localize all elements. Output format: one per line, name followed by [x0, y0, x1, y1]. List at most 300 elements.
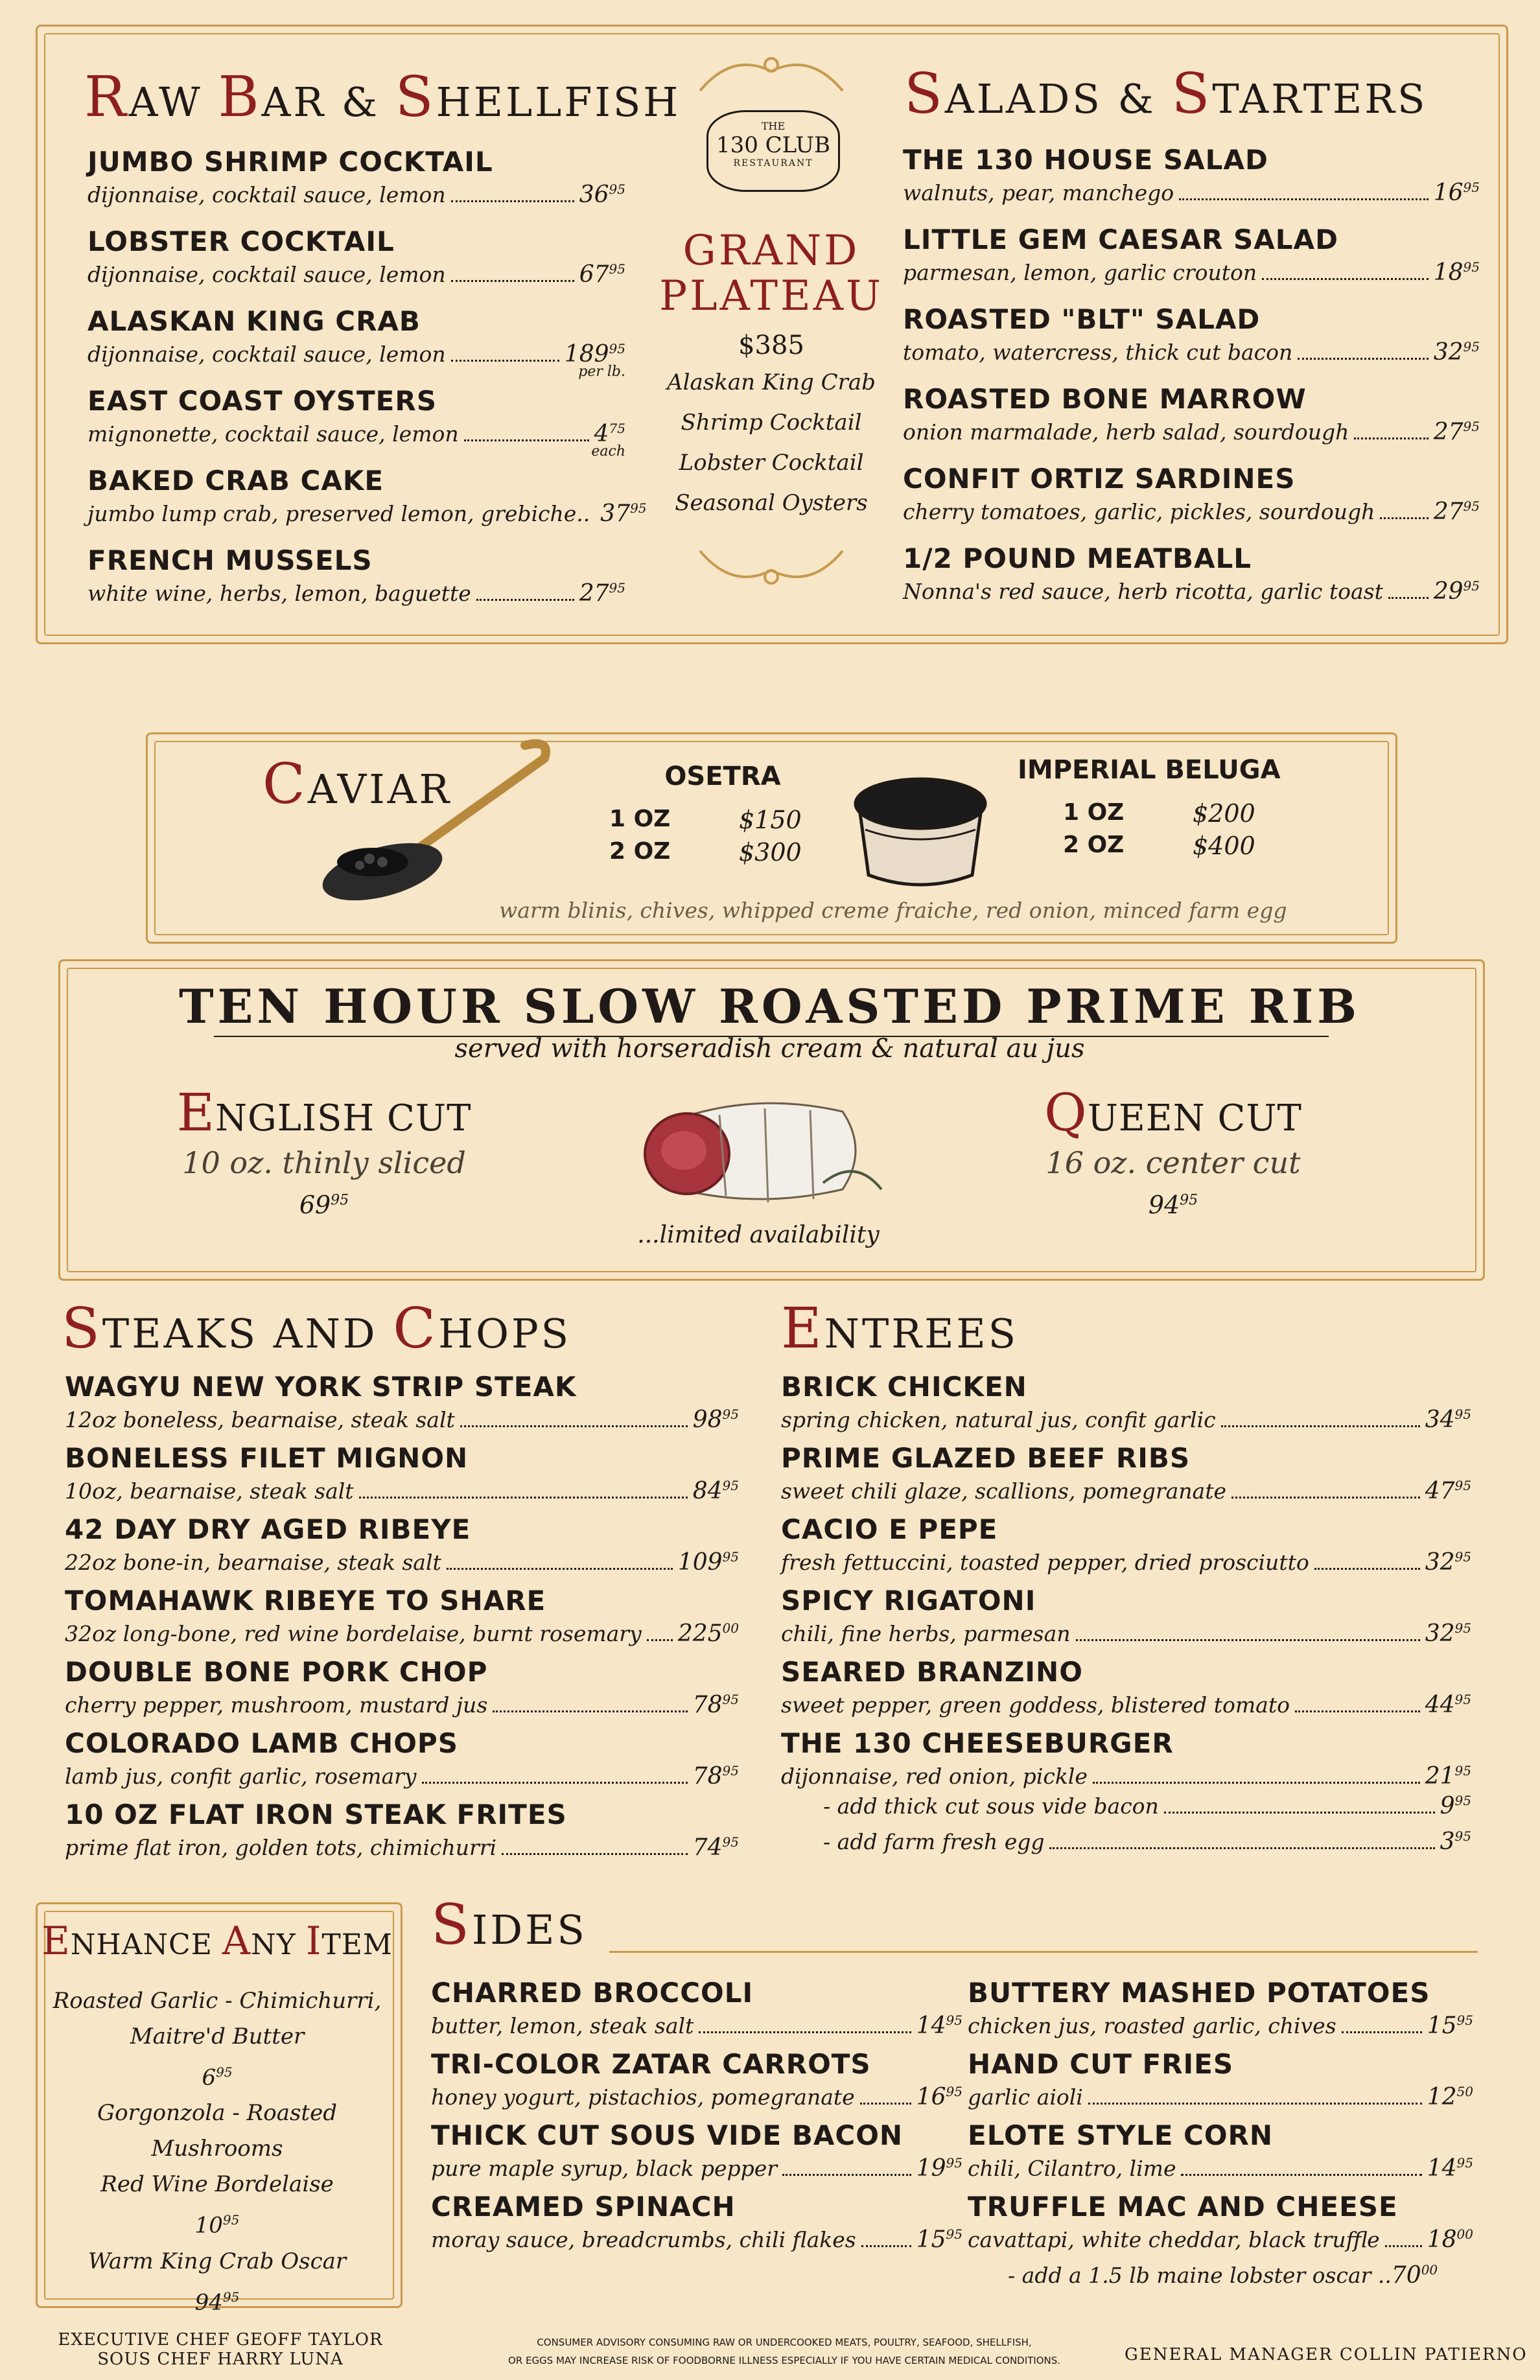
- price-cents: 95: [609, 580, 625, 596]
- menu-item: [431, 2119, 962, 2182]
- price-dollars: 16: [1433, 180, 1464, 206]
- item-description-row: [88, 261, 625, 288]
- price-cents: 95: [946, 2084, 962, 2099]
- price-cents: 95: [1463, 498, 1480, 514]
- dot-leader: [647, 1639, 673, 1641]
- item-price: [1434, 498, 1480, 525]
- item-price: [579, 580, 625, 607]
- item-description: chili, Cilantro, lime: [968, 2156, 1176, 2181]
- plateau-logo: [706, 110, 840, 192]
- item-name: JUMBO SHRIMP COCKTAIL: [88, 146, 493, 178]
- beluga-name: IMPERIAL BELUGA: [1018, 755, 1281, 785]
- item-description: white wine, herbs, lemon, baguette: [88, 581, 471, 606]
- price-cents: 95: [609, 341, 625, 356]
- menu-item: [65, 1656, 739, 1718]
- executive-chef: EXECUTIVE CHEF GEOFF TAYLOR: [58, 2330, 383, 2350]
- menu-item: [968, 1977, 1473, 2039]
- item-description: - add thick cut sous vide bacon: [823, 1793, 1159, 1819]
- item-description-row: [781, 1828, 1471, 1855]
- item-description-row: [968, 2155, 1473, 2182]
- dot-leader: [782, 2174, 911, 2176]
- price-cents: 00: [722, 1620, 739, 1636]
- price-dollars: 34: [1425, 1406, 1455, 1433]
- dot-leader: [1380, 517, 1428, 519]
- item-description: cherry tomatoes, garlic, pickles, sourdough: [903, 499, 1375, 524]
- item-price: [1434, 259, 1480, 286]
- item-name: TRUFFLE MAC AND CHEESE: [968, 2191, 1398, 2222]
- item-description: jumbo lump crab, preserved lemon, grebiche..: [88, 501, 590, 526]
- item-description-row: [65, 1620, 739, 1647]
- price-dollars: 14: [1427, 2155, 1457, 2182]
- price-dollars: 29: [1433, 578, 1464, 605]
- item-name: WAGYU NEW YORK STRIP STEAK: [65, 1371, 577, 1403]
- item-description: 10oz, bearnaise, steak salt: [65, 1478, 354, 1504]
- price-cents: 00: [1456, 2226, 1473, 2242]
- caviar-spoon-image: [311, 732, 583, 901]
- salads-title: SALADS & STARTERS: [904, 62, 1428, 126]
- logo-name: 130 CLUB: [716, 132, 831, 158]
- item-price: [1427, 2226, 1473, 2253]
- plateau-ornament-top: [694, 45, 849, 97]
- item-description-row: [903, 339, 1480, 366]
- item-description-row: [903, 259, 1480, 286]
- item-price-note: each: [591, 443, 625, 460]
- enhance-title: ENHANCE ANY ITEM: [41, 1919, 393, 1964]
- item-price: [1434, 419, 1480, 445]
- item-price: [1427, 2012, 1473, 2039]
- menu-item: [903, 144, 1480, 206]
- item-price: [693, 1478, 739, 1504]
- item-name: EAST COAST OYSTERS: [88, 385, 437, 417]
- general-manager: GENERAL MANAGER COLLIN PATIERNO: [1125, 2345, 1528, 2364]
- menu-item: [781, 1825, 1471, 1855]
- price-cents: 95: [1454, 1828, 1471, 1844]
- item-name: ALASKAN KING CRAB: [88, 305, 421, 337]
- plateau-title-2: PLATEAU: [659, 272, 883, 320]
- price-cents: 95: [1454, 1692, 1471, 1707]
- price-dollars: 32: [1425, 1549, 1455, 1576]
- item-description-row: [781, 1549, 1471, 1576]
- sides-title: SIDES: [431, 1893, 587, 1957]
- price-dollars: 16: [916, 2084, 946, 2110]
- item-name: HAND CUT FRIES: [968, 2048, 1234, 2080]
- caviar-title: CAVIAR: [262, 752, 452, 817]
- item-name: ROASTED "BLT" SALAD: [903, 303, 1261, 335]
- price-cents: 95: [1454, 1406, 1471, 1422]
- item-description-row: [781, 1793, 1471, 1819]
- dot-leader: [451, 200, 574, 202]
- dot-leader: [451, 280, 574, 282]
- price-cents: 00: [1421, 2262, 1438, 2278]
- menu-item: [968, 2048, 1473, 2110]
- dot-leader: [502, 1853, 688, 1855]
- price-dollars: 78: [692, 1763, 723, 1790]
- limited-availability-note: ...limited availability: [637, 1222, 880, 1248]
- price-dollars: 4: [594, 421, 609, 447]
- price-cents: 95: [1463, 259, 1480, 275]
- plateau-ornament-bottom: [694, 544, 849, 596]
- dot-leader: [1076, 1639, 1420, 1641]
- item-price: [1440, 1828, 1471, 1855]
- price-dollars: 19: [916, 2155, 946, 2182]
- english-cut: [143, 1082, 506, 1219]
- price-dollars: 189: [564, 341, 609, 368]
- item-description: pure maple syrup, black pepper: [431, 2156, 778, 2181]
- menu-item: [968, 2191, 1473, 2253]
- english-cut-title: ENGLISH CUT: [176, 1082, 472, 1143]
- item-name: THICK CUT SOUS VIDE BACON: [431, 2119, 904, 2151]
- item-description: butter, lemon, steak salt: [431, 2013, 694, 2038]
- enhance-price: $94^{95}$: [194, 2289, 240, 2315]
- item-price: [579, 261, 625, 288]
- dot-leader: [1221, 1425, 1420, 1427]
- footer-chefs: [39, 2330, 402, 2369]
- price-cents: 95: [1456, 2012, 1473, 2028]
- item-description-row: [65, 1406, 739, 1433]
- menu-item: [431, 2048, 962, 2110]
- item-price: [916, 2155, 962, 2182]
- price-dollars: 27: [579, 580, 609, 607]
- item-description-row: [781, 1478, 1471, 1504]
- item-description: cavattapi, white cheddar, black truffle: [968, 2227, 1380, 2252]
- enhance-list: [36, 1983, 399, 2320]
- item-description: dijonnaise, cocktail sauce, lemon: [88, 342, 446, 367]
- item-name: CACIO E PEPE: [781, 1513, 998, 1545]
- item-price: [1425, 1763, 1471, 1790]
- enhance-price: $6^{95}$: [202, 2064, 233, 2091]
- item-description: prime flat iron, golden tots, chimichurri: [65, 1835, 497, 1860]
- menu-item: [65, 1799, 739, 1861]
- dot-leader: [861, 2245, 911, 2247]
- price-dollars: 109: [677, 1549, 723, 1576]
- item-price: [1427, 2084, 1473, 2110]
- menu-item: [88, 305, 625, 380]
- item-description-row: [903, 419, 1480, 445]
- price-dollars: 12: [1427, 2084, 1457, 2110]
- item-description-row: [903, 578, 1480, 605]
- item-price: [1440, 1793, 1471, 1819]
- item-price: [600, 500, 646, 527]
- dot-leader: [860, 2103, 911, 2105]
- item-description-row: [65, 1692, 739, 1718]
- item-name: BUTTERY MASHED POTATOES: [968, 1977, 1430, 2009]
- queen-cut-title: QUEEN CUT: [1044, 1082, 1302, 1143]
- price-cents: 95: [946, 2226, 962, 2242]
- beluga-block: [1018, 755, 1322, 860]
- item-price-note: per lb.: [578, 364, 625, 380]
- dot-leader: [493, 1710, 687, 1712]
- menu-item: [781, 1513, 1471, 1576]
- item-price: [1427, 2155, 1473, 2182]
- consumer-advisory: CONSUMER ADVISORY CONSUMING RAW OR UNDERCOOKED MEATS, POULTRY, SEAFOOD, SHELLFISH, OR EGGS MAY INCREASE RISK OF FOODBORNE ILLNESS ESPECIALLY IF YOU HAVE CERTAIN MEDICAL CONDITIONS.: [508, 2337, 1061, 2366]
- menu-item: [781, 1585, 1471, 1647]
- plateau-item-3: Lobster Cocktail: [679, 450, 864, 476]
- menu-item: [968, 2119, 1473, 2182]
- price-cents: 95: [1454, 1793, 1471, 1808]
- dot-leader: [422, 1782, 688, 1784]
- item-description-row: [781, 1763, 1471, 1790]
- item-name: SEARED BRANZINO: [781, 1656, 1083, 1688]
- price-dollars: 15: [1427, 2012, 1457, 2039]
- price-cents: 95: [1463, 419, 1480, 434]
- enhance-price: $10^{95}$: [194, 2212, 240, 2239]
- caviar-accompaniments: warm blinis, chives, whipped creme fraiche, red onion, minced farm egg: [499, 898, 1287, 923]
- item-price: [693, 1763, 739, 1790]
- item-name: 42 DAY DRY AGED RIBEYE: [65, 1513, 471, 1545]
- item-name: CONFIT ORTIZ SARDINES: [903, 463, 1296, 495]
- item-name: DOUBLE BONE PORK CHOP: [65, 1656, 488, 1688]
- price-dollars: 32: [1433, 339, 1464, 366]
- item-description: chili, fine herbs, parmesan: [781, 1621, 1071, 1646]
- queen-cut: [992, 1082, 1355, 1219]
- item-description: parmesan, lemon, garlic crouton: [903, 260, 1257, 285]
- menu-item: [781, 1789, 1471, 1819]
- plateau-title-1: GRAND: [682, 227, 860, 275]
- dot-leader: [1295, 1710, 1420, 1712]
- item-name: ELOTE STYLE CORN: [968, 2119, 1274, 2151]
- item-description: mignonette, cocktail sauce, lemon: [88, 421, 459, 447]
- price-cents: 50: [1456, 2084, 1473, 2099]
- dot-leader: [1231, 1497, 1420, 1499]
- item-description: tomato, watercress, thick cut bacon: [903, 340, 1293, 365]
- item-description-row: [968, 2226, 1473, 2253]
- item-description: Nonna's red sauce, herb ricotta, garlic toast: [903, 579, 1383, 604]
- enhance-line: Roasted Garlic - Chimichurri,: [52, 1988, 382, 2014]
- price-dollars: 18: [1427, 2226, 1457, 2253]
- price-cents: 95: [1463, 339, 1480, 355]
- item-description-row: [65, 1763, 739, 1790]
- item-name: THE 130 HOUSE SALAD: [903, 144, 1268, 176]
- menu-item: [88, 226, 625, 288]
- item-price: [1434, 339, 1480, 366]
- item-description: chicken jus, roasted garlic, chives: [968, 2013, 1336, 2038]
- item-description-row: [88, 500, 647, 527]
- item-description-row: [781, 1692, 1471, 1718]
- item-description: 32oz long-bone, red wine bordelaise, burnt rosemary: [65, 1621, 642, 1646]
- menu-item: [65, 1727, 739, 1790]
- menu-item: [88, 544, 625, 607]
- dot-leader: [476, 599, 574, 601]
- menu-item: [65, 1585, 739, 1647]
- item-price: [1434, 180, 1480, 206]
- item-name: TRI-COLOR ZATAR CARROTS: [431, 2048, 871, 2080]
- item-name: FRENCH MUSSELS: [88, 544, 373, 576]
- price-cents: 95: [722, 1763, 739, 1779]
- price-dollars: 36: [579, 181, 609, 208]
- price-dollars: 15: [916, 2226, 946, 2253]
- sous-chef: SOUS CHEF HARRY LUNA: [97, 2350, 344, 2369]
- item-description: dijonnaise, cocktail sauce, lemon: [88, 182, 446, 207]
- item-name: LITTLE GEM CAESAR SALAD: [903, 224, 1338, 255]
- plateau-item-2: Shrimp Cocktail: [681, 410, 862, 436]
- menu-item: [88, 146, 625, 208]
- menu-item: [903, 303, 1480, 366]
- item-description-row: [88, 580, 625, 607]
- plateau-price: $385: [738, 331, 804, 360]
- price-cents: 95: [1463, 578, 1480, 594]
- item-description-row: [903, 180, 1480, 206]
- menu-item: [781, 1656, 1471, 1718]
- item-price: [916, 2226, 962, 2253]
- english-cut-desc: 10 oz. thinly sliced: [182, 1145, 466, 1180]
- item-name: BRICK CHICKEN: [781, 1371, 1027, 1403]
- menu-item: [903, 383, 1480, 445]
- dot-leader: [1179, 198, 1429, 200]
- dot-leader: [464, 439, 589, 441]
- item-description: 12oz boneless, bearnaise, steak salt: [65, 1407, 455, 1432]
- prime-rib-image: [629, 1079, 888, 1215]
- menu-item: [431, 1977, 962, 2039]
- item-description: walnuts, pear, manchego: [903, 180, 1174, 205]
- price-cents: 95: [722, 1834, 739, 1850]
- item-description-row: [1008, 2262, 1442, 2289]
- price-dollars: 47: [1425, 1478, 1455, 1504]
- price-dollars: 18: [1433, 259, 1464, 286]
- dot-leader: [1049, 1847, 1434, 1849]
- logo-the: THE: [761, 120, 786, 132]
- dot-leader: [1298, 358, 1428, 360]
- item-price: [1425, 1478, 1471, 1504]
- item-description-row: [65, 1834, 739, 1861]
- item-description: 22oz bone-in, bearnaise, steak salt: [65, 1550, 441, 1575]
- price-dollars: 78: [692, 1692, 723, 1718]
- item-price: [678, 1549, 739, 1576]
- price-cents: 95: [630, 500, 647, 516]
- plateau-item-1: Alaskan King Crab: [667, 369, 876, 395]
- item-description-row: [431, 2155, 962, 2182]
- menu-item: [903, 463, 1480, 525]
- price-cents: 95: [946, 2155, 962, 2171]
- entrees-title: ENTREES: [781, 1296, 1019, 1361]
- item-description-row: [781, 1406, 1471, 1433]
- item-description-row: [903, 498, 1480, 525]
- item-name: 10 OZ FLAT IRON STEAK FRITES: [65, 1799, 567, 1830]
- logo-sub: RESTAURANT: [733, 158, 813, 169]
- menu-item: [903, 542, 1480, 605]
- price-cents: 95: [1456, 2155, 1473, 2171]
- dot-leader: [1388, 597, 1429, 599]
- osetra-name: OSETRA: [664, 762, 781, 791]
- english-cut-price: $69^{95}$: [299, 1191, 349, 1219]
- item-price: [916, 2012, 962, 2039]
- osetra-block: [609, 762, 836, 867]
- item-description-row: [65, 1549, 739, 1576]
- menu-item: [65, 1442, 739, 1504]
- menu-item: [65, 1513, 739, 1576]
- price-dollars: 37: [600, 500, 631, 527]
- item-name: 1/2 POUND MEATBALL: [903, 542, 1252, 574]
- dot-leader: [460, 1425, 688, 1427]
- menu-item: [431, 2191, 962, 2253]
- item-name: CREAMED SPINACH: [431, 2191, 736, 2222]
- price-dollars: 21: [1425, 1763, 1455, 1790]
- price-dollars: 44: [1425, 1692, 1455, 1718]
- item-name: TOMAHAWK RIBEYE TO SHARE: [65, 1585, 546, 1616]
- price-cents: 95: [609, 261, 625, 277]
- price-dollars: 32: [1425, 1620, 1455, 1647]
- price-cents: 95: [722, 1692, 739, 1707]
- sides-rule: [609, 1951, 1478, 1953]
- item-name: ROASTED BONE MARROW: [903, 383, 1307, 415]
- osetra-row-2: 2 OZ $300: [609, 838, 802, 867]
- osetra-row-1: 1 OZ $150: [609, 806, 802, 834]
- item-price: [1425, 1406, 1471, 1433]
- item-description: - add a 1.5 lb maine lobster oscar ..: [1008, 2263, 1392, 2288]
- item-description-row: [431, 2084, 962, 2110]
- beluga-row-1: 1 OZ $200: [1063, 799, 1255, 828]
- dot-leader: [1181, 2174, 1421, 2176]
- menu-item: [781, 1371, 1471, 1433]
- steaks-title: STEAKS AND CHOPS: [62, 1296, 572, 1361]
- item-description-row: [968, 2084, 1473, 2110]
- item-description: cherry pepper, mushroom, mustard jus: [65, 1692, 488, 1718]
- item-name: LOBSTER COCKTAIL: [88, 226, 395, 257]
- item-description: lamb jus, confit garlic, rosemary: [65, 1764, 417, 1789]
- menu-item: [781, 1442, 1471, 1504]
- menu-item: [88, 385, 625, 460]
- price-dollars: 225: [677, 1620, 723, 1647]
- item-price: [693, 1692, 739, 1718]
- prime-rib-title: TEN HOUR SLOW ROASTED PRIME RIB: [178, 979, 1361, 1034]
- item-price: [1425, 1620, 1471, 1647]
- plateau-item-4: Seasonal Oysters: [675, 490, 868, 516]
- item-description-row: [968, 2012, 1473, 2039]
- price-dollars: 98: [692, 1406, 723, 1433]
- item-name: THE 130 CHEESEBURGER: [781, 1727, 1174, 1759]
- item-description-row: [431, 2012, 962, 2039]
- beluga-row-2: 2 OZ $400: [1063, 832, 1255, 860]
- price-cents: 95: [722, 1478, 739, 1493]
- item-description-row: [431, 2226, 962, 2253]
- menu-item: [65, 1371, 739, 1433]
- item-price: [693, 1834, 739, 1861]
- item-name: CHARRED BROCCOLI: [431, 1977, 754, 2009]
- caviar-tin-image: [846, 752, 995, 894]
- dot-leader: [359, 1497, 688, 1499]
- item-price: [916, 2084, 962, 2110]
- enhance-line: Gorgonzola - Roasted Mushrooms: [97, 2100, 337, 2162]
- price-cents: 95: [1454, 1478, 1471, 1493]
- item-description: garlic aioli: [968, 2084, 1083, 2110]
- dot-leader: [1088, 2103, 1422, 2105]
- item-description: moray sauce, breadcrumbs, chili flakes: [431, 2227, 856, 2252]
- item-description: dijonnaise, cocktail sauce, lemon: [88, 262, 446, 287]
- grand-plateau: [648, 45, 894, 603]
- dot-leader: [447, 1568, 673, 1570]
- item-description: dijonnaise, red onion, pickle: [781, 1764, 1088, 1789]
- price-dollars: 14: [916, 2012, 946, 2039]
- enhance-line: Maitre'd Butter: [130, 2024, 305, 2049]
- price-cents: 95: [1454, 1620, 1471, 1636]
- price-cents: 95: [1454, 1549, 1471, 1565]
- item-name: BAKED CRAB CAKE: [88, 465, 384, 496]
- enhance-line: Red Wine Bordelaise: [100, 2171, 334, 2198]
- price-dollars: 84: [692, 1478, 723, 1504]
- item-name: PRIME GLAZED BEEF RIBS: [781, 1442, 1191, 1474]
- lobster-oscar-addon: [1008, 2258, 1442, 2289]
- menu-item: [88, 465, 647, 527]
- price-cents: 95: [609, 181, 625, 197]
- enhance-line: Warm King Crab Oscar: [88, 2248, 347, 2274]
- item-price: [678, 1620, 739, 1647]
- item-price: [1425, 1549, 1471, 1576]
- dot-leader: [1354, 438, 1428, 439]
- item-description: sweet pepper, green goddess, blistered tomato: [781, 1692, 1290, 1718]
- item-price: [1425, 1692, 1471, 1718]
- dot-leader: [1314, 1568, 1420, 1570]
- item-name: COLORADO LAMB CHOPS: [65, 1727, 458, 1759]
- dot-leader: [1342, 2031, 1422, 2033]
